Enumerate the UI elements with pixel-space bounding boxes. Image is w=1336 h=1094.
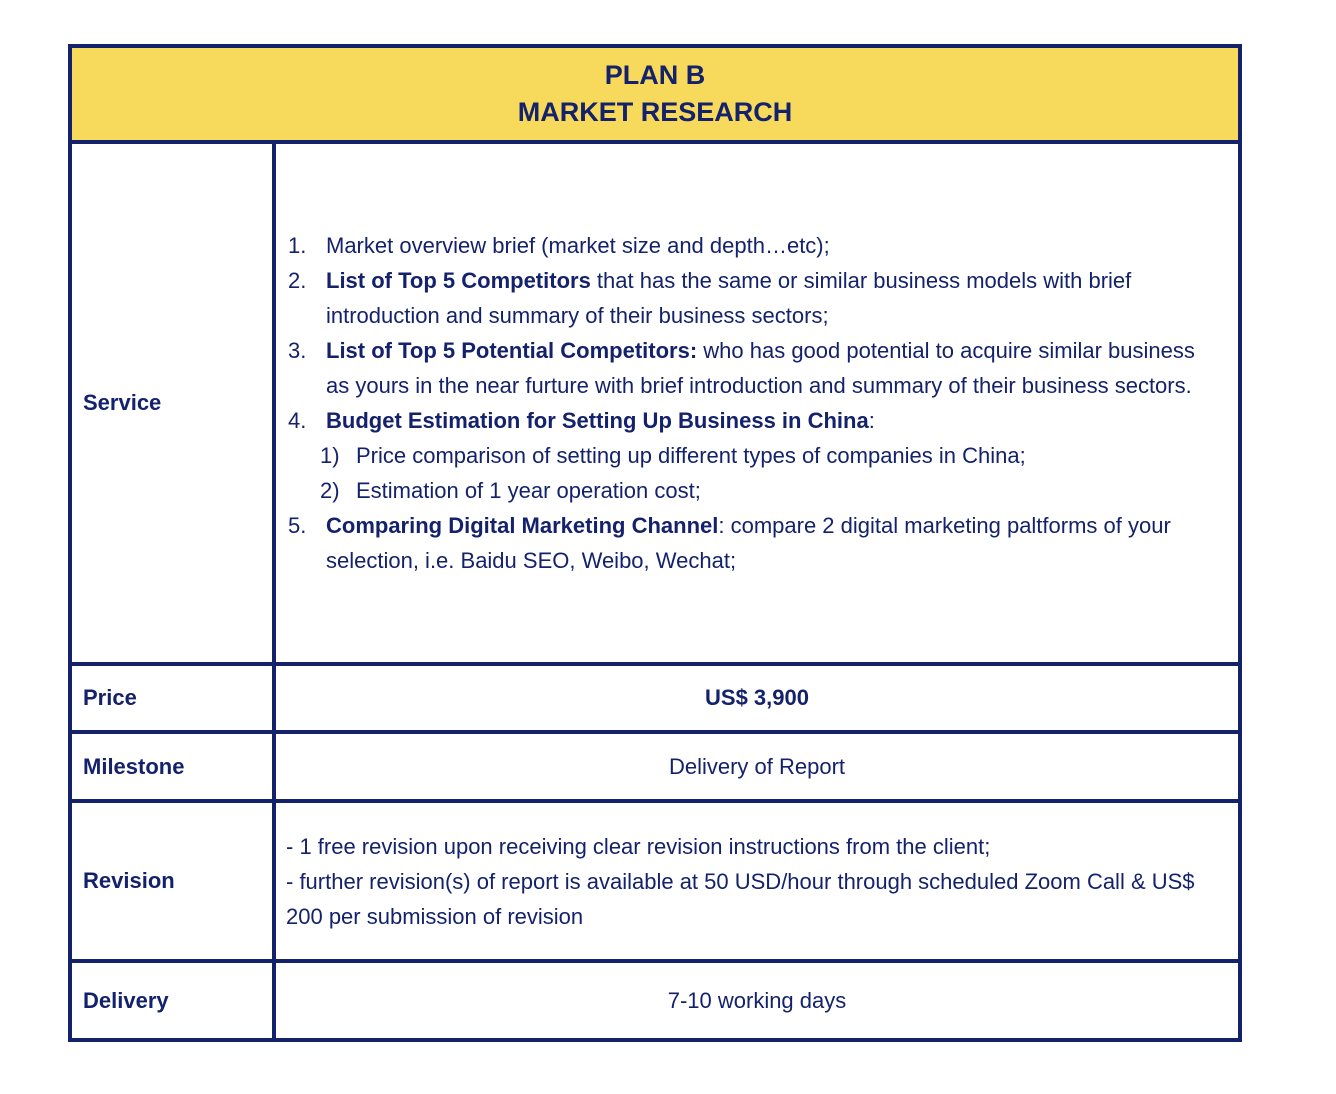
milestone-label: Milestone [72,734,276,799]
service-item [286,333,1231,403]
service-subitem [286,438,1231,473]
item-text: Market overview brief (market size and depth…etc); [326,233,830,258]
price-amount: US$ 3,900 [705,685,809,710]
revision-line: - further revision(s) of report is available at 50 USD/hour through scheduled Zoom Call & US$ 200 per submission of revision [286,868,1195,929]
service-item [286,228,1231,263]
plan-table [68,44,1242,1042]
item-number: 4. [288,408,307,433]
delivery-value: 7-10 working days [667,987,847,1013]
delivery-row [72,959,1238,1038]
service-item [286,403,1231,438]
item-number: 5. [288,513,307,538]
service-item [286,508,1231,578]
revision-label: Revision [72,803,276,959]
plan-title: PLAN B [604,60,706,90]
price-value [276,666,1238,730]
item-bold: List of Top 5 Competitors [326,268,591,293]
delivery-label: Delivery [72,963,276,1038]
subitem-number: 1) [320,443,340,468]
service-item [286,263,1231,333]
table-header [72,48,1238,144]
milestone-value: Delivery of Report [668,753,846,779]
item-number: 3. [288,338,307,363]
revision-value [276,803,1238,959]
milestone-row [72,730,1238,799]
price-label: Price [72,666,276,730]
item-text: who has good potential to acquire similar business as yours in the near furture with brief introduction and summary of their business sectors. [326,338,1195,398]
item-bold: Budget Estimation for Setting Up Business in China [326,408,869,433]
service-row [72,144,1238,662]
plan-subtitle: MARKET RESEARCH [517,97,793,127]
subitem-text: Estimation of 1 year operation cost; [356,478,701,503]
revision-line: - 1 free revision upon receiving clear revision instructions from the client; [286,833,991,859]
subitem-number: 2) [320,478,340,503]
item-number: 2. [288,268,307,293]
item-bold: List of Top 5 Potential Competitors: [326,338,698,363]
item-text: that has the same or similar business models with brief introduction and summary of their business sectors; [326,268,1132,328]
item-text: : compare 2 digital marketing paltforms of your selection, i.e. Baidu SEO, Weibo, Wechat; [326,513,1171,573]
service-subitem [286,473,1231,508]
service-label: Service [72,144,276,662]
item-text: : [868,408,875,433]
service-value [276,144,1238,662]
price-row [72,662,1238,730]
item-bold: Comparing Digital Marketing Channel [326,513,719,538]
item-number: 1. [288,233,307,258]
revision-text [286,829,1231,934]
subitem-text: Price comparison of setting up different types of companies in China; [356,443,1026,468]
revision-row [72,799,1238,959]
service-list [286,228,1231,578]
